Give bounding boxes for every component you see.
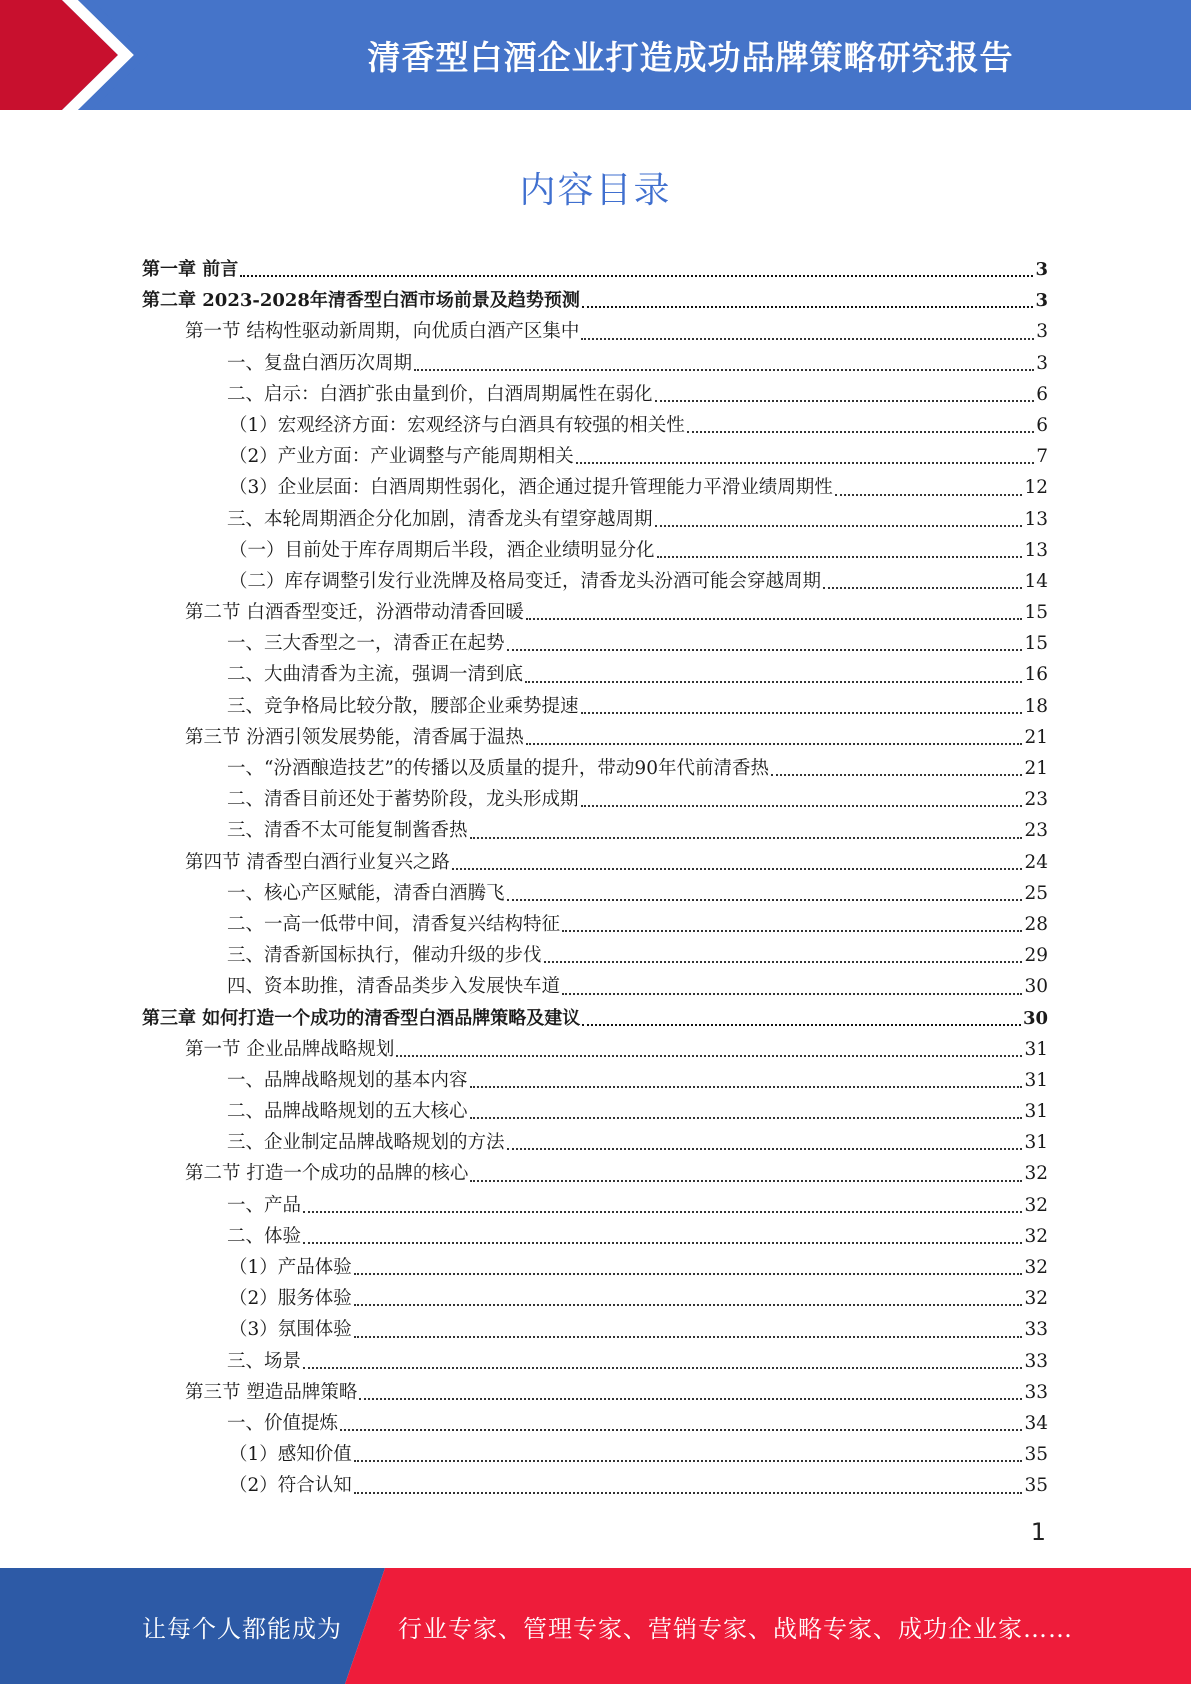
- toc-entry-page-number: 3: [1036, 321, 1048, 343]
- toc-entry-page-number: 33: [1024, 1319, 1048, 1341]
- toc-dot-leader: [303, 1242, 1022, 1244]
- toc-entry-title: 第一节 结构性驱动新周期，向优质白酒产区集中: [185, 321, 580, 343]
- toc-entry-title: 三、场景: [227, 1350, 302, 1372]
- toc-entry[interactable]: [142, 379, 1048, 410]
- toc-entry-page-number: 32: [1024, 1257, 1048, 1278]
- toc-entry-page-number: 34: [1024, 1412, 1048, 1434]
- toc-dot-leader: [823, 587, 1022, 589]
- toc-dot-leader: [507, 899, 1023, 901]
- toc-entry[interactable]: [142, 1003, 1048, 1034]
- toc-entry-page-number: 15: [1024, 633, 1048, 655]
- report-header-band: [0, 0, 1191, 110]
- toc-entry-title: 第一章 前言: [142, 259, 239, 280]
- toc-entry[interactable]: [142, 753, 1048, 784]
- footer-slogan-left: 让每个人都能成为: [142, 1614, 342, 1643]
- toc-entry-title: （3）氛围体验: [229, 1319, 352, 1341]
- toc-entry[interactable]: [142, 1252, 1048, 1283]
- toc-dot-leader: [354, 1273, 1023, 1275]
- toc-entry-title: （3）企业层面：白酒周期性弱化，酒企通过提升管理能力平滑业绩周期性: [229, 477, 833, 499]
- toc-entry[interactable]: [142, 878, 1048, 909]
- toc-entry[interactable]: [142, 815, 1048, 846]
- toc-dot-leader: [657, 556, 1023, 558]
- toc-entry-page-number: 33: [1024, 1381, 1048, 1403]
- toc-entry-page-number: 35: [1024, 1444, 1048, 1466]
- toc-entry-page-number: 32: [1024, 1288, 1048, 1310]
- toc-entry-page-number: 31: [1024, 1101, 1048, 1123]
- toc-dot-leader: [771, 774, 1022, 776]
- toc-entry[interactable]: [142, 1221, 1048, 1252]
- toc-dot-leader: [835, 494, 1023, 496]
- toc-dot-leader: [582, 306, 1034, 308]
- toc-entry-title: 二、品牌战略规划的五大核心: [227, 1101, 468, 1123]
- toc-entry-title: （1）感知价值: [229, 1444, 352, 1466]
- toc-entry[interactable]: [142, 909, 1048, 940]
- toc-entry-title: （二）库存调整引发行业洗牌及格局变迁，清香龙头汾酒可能会穿越周期: [229, 570, 822, 592]
- toc-dot-leader: [240, 275, 1033, 277]
- toc-entry-page-number: 21: [1024, 726, 1048, 748]
- toc-entry-title: 第三章 如何打造一个成功的清香型白酒品牌策略及建议: [142, 1007, 581, 1029]
- toc-entry-title: 第二节 白酒香型变迁，汾酒带动清香回暖: [185, 602, 524, 624]
- toc-dot-leader: [340, 1429, 1022, 1431]
- toc-dot-leader: [414, 369, 1034, 371]
- toc-entry-page-number: 6: [1036, 414, 1048, 436]
- toc-entry-page-number: 23: [1024, 820, 1048, 842]
- toc-dot-leader: [354, 1336, 1023, 1338]
- footer-slogan-right: 行业专家、管理专家、营销专家、战略专家、成功企业家……: [398, 1614, 1073, 1643]
- toc-entry-title: （一）目前处于库存周期后半段，酒企业绩明显分化: [229, 539, 655, 561]
- toc-dot-leader: [354, 1492, 1023, 1494]
- toc-entry[interactable]: [142, 1346, 1048, 1377]
- toc-entry[interactable]: [142, 441, 1048, 472]
- toc-entry[interactable]: [142, 1065, 1048, 1096]
- toc-entry-title: 第二章 2023-2028年清香型白酒市场前景及趋势预测: [142, 290, 580, 312]
- toc-entry[interactable]: [142, 1190, 1048, 1221]
- toc-entry-page-number: 12: [1024, 477, 1048, 499]
- toc-heading: 内容目录: [519, 170, 672, 211]
- toc-entry-page-number: 24: [1024, 851, 1048, 873]
- table-of-contents: [142, 254, 1048, 1502]
- toc-dot-leader: [470, 1180, 1022, 1182]
- toc-entry-title: 第一节 企业品牌战略规划: [185, 1038, 395, 1060]
- toc-entry-title: 一、三大香型之一，清香正在起势: [227, 633, 505, 655]
- toc-entry[interactable]: [142, 316, 1048, 347]
- toc-entry-title: 三、清香新国标执行，催动升级的步伐: [227, 945, 542, 967]
- toc-entry-page-number: 31: [1024, 1069, 1048, 1091]
- toc-entry[interactable]: [142, 504, 1048, 535]
- toc-entry-page-number: 28: [1024, 913, 1048, 935]
- toc-entry-page-number: 33: [1024, 1350, 1048, 1372]
- toc-entry[interactable]: [142, 1439, 1048, 1470]
- toc-entry-page-number: 23: [1024, 789, 1048, 811]
- toc-entry-title: 三、清香不太可能复制酱香热: [227, 820, 468, 842]
- toc-dot-leader: [655, 400, 1035, 402]
- toc-entry-page-number: 14: [1024, 570, 1048, 592]
- toc-entry-title: 四、资本助推，清香品类步入发展快车道: [227, 976, 561, 998]
- toc-entry-title: 第二节 打造一个成功的品牌的核心: [185, 1163, 469, 1185]
- toc-entry-title: 第四节 清香型白酒行业复兴之路: [185, 851, 450, 873]
- toc-entry[interactable]: [142, 1127, 1048, 1158]
- toc-entry-page-number: 3: [1035, 259, 1048, 280]
- toc-dot-leader: [581, 338, 1034, 340]
- toc-dot-leader: [581, 805, 1023, 807]
- toc-dot-leader: [544, 961, 1023, 963]
- toc-entry[interactable]: [142, 847, 1048, 878]
- toc-entry-title: （1）宏观经济方面：宏观经济与白酒具有较强的相关性: [229, 414, 685, 436]
- toc-entry-page-number: 15: [1024, 602, 1048, 624]
- toc-entry[interactable]: [142, 1034, 1048, 1065]
- toc-entry-title: 一、“汾酒酿造技艺”的传播以及质量的提升，带动90年代前清香热: [227, 758, 769, 779]
- toc-entry[interactable]: [142, 940, 1048, 971]
- toc-entry[interactable]: [142, 1408, 1048, 1439]
- toc-entry[interactable]: [142, 691, 1048, 722]
- toc-dot-leader: [507, 1148, 1023, 1150]
- toc-entry-title: 三、企业制定品牌战略规划的方法: [227, 1132, 505, 1154]
- toc-entry[interactable]: [142, 410, 1048, 441]
- page-number: 1: [1030, 1518, 1046, 1546]
- toc-dot-leader: [507, 649, 1023, 651]
- toc-dot-leader: [359, 1398, 1022, 1400]
- toc-entry[interactable]: [142, 1283, 1048, 1314]
- toc-entry-page-number: 13: [1024, 508, 1048, 530]
- toc-entry-title: 第三节 塑造品牌策略: [185, 1381, 358, 1403]
- toc-entry[interactable]: [142, 784, 1048, 815]
- toc-entry-page-number: 21: [1024, 758, 1048, 779]
- toc-dot-leader: [576, 462, 1034, 464]
- toc-entry-title: （2）服务体验: [229, 1288, 352, 1310]
- header-arrow-decoration: [0, 0, 200, 110]
- toc-entry-page-number: 31: [1024, 1132, 1048, 1154]
- toc-dot-leader: [526, 743, 1023, 745]
- toc-dot-leader: [470, 1117, 1023, 1119]
- toc-entry[interactable]: [142, 659, 1048, 690]
- report-title: 清香型白酒企业打造成功品牌策略研究报告: [367, 37, 1014, 77]
- report-footer-band: [0, 1568, 1191, 1684]
- toc-entry[interactable]: [142, 971, 1048, 1002]
- toc-entry[interactable]: [142, 1377, 1048, 1408]
- toc-entry-page-number: 32: [1024, 1163, 1048, 1185]
- toc-entry-title: 第三节 汾酒引领发展势能，清香属于温热: [185, 726, 524, 748]
- toc-entry-title: 一、价值提炼: [227, 1412, 339, 1434]
- toc-entry-title: 一、核心产区赋能，清香白酒腾飞: [227, 882, 505, 904]
- toc-entry[interactable]: [142, 1314, 1048, 1345]
- toc-entry-page-number: 7: [1036, 446, 1048, 468]
- toc-dot-leader: [562, 930, 1022, 932]
- toc-dot-leader: [562, 993, 1022, 995]
- toc-dot-leader: [581, 712, 1023, 714]
- toc-entry-title: 二、一高一低带中间，清香复兴结构特征: [227, 913, 561, 935]
- toc-entry[interactable]: [142, 597, 1048, 628]
- toc-entry[interactable]: [142, 722, 1048, 753]
- toc-dot-leader: [655, 525, 1023, 527]
- toc-entry[interactable]: [142, 535, 1048, 566]
- toc-entry-page-number: 3: [1036, 352, 1048, 374]
- toc-entry-page-number: 18: [1024, 695, 1048, 717]
- toc-entry-title: 一、复盘白酒历次周期: [227, 352, 413, 374]
- toc-entry-title: 一、品牌战略规划的基本内容: [227, 1069, 468, 1091]
- toc-entry-title: 三、竞争格局比较分散，腰部企业乘势提速: [227, 695, 579, 717]
- toc-dot-leader: [470, 837, 1023, 839]
- toc-entry-title: （1）产品体验: [229, 1257, 352, 1278]
- toc-entry-title: 三、本轮周期酒企分化加剧，清香龙头有望穿越周期: [227, 508, 653, 530]
- toc-dot-leader: [470, 1086, 1023, 1088]
- toc-dot-leader: [526, 618, 1023, 620]
- toc-dot-leader: [303, 1367, 1022, 1369]
- toc-entry-title: 二、体验: [227, 1225, 302, 1247]
- toc-entry-page-number: 30: [1024, 976, 1048, 998]
- toc-entry-page-number: 29: [1024, 945, 1048, 967]
- toc-entry-page-number: 25: [1024, 882, 1048, 904]
- toc-dot-leader: [396, 1055, 1022, 1057]
- toc-dot-leader: [303, 1211, 1022, 1213]
- toc-entry-page-number: 31: [1024, 1038, 1048, 1060]
- toc-dot-leader: [354, 1304, 1023, 1306]
- toc-entry-page-number: 35: [1024, 1475, 1048, 1497]
- toc-entry[interactable]: [142, 472, 1048, 503]
- toc-entry-page-number: 6: [1036, 383, 1048, 405]
- toc-dot-leader: [452, 868, 1023, 870]
- toc-entry[interactable]: [142, 348, 1048, 379]
- toc-entry-title: 二、启示：白酒扩张由量到价，白酒周期属性在弱化: [227, 383, 653, 405]
- toc-entry-page-number: 32: [1024, 1194, 1048, 1216]
- toc-entry-title: （2）产业方面：产业调整与产能周期相关: [229, 446, 574, 468]
- toc-entry-title: 二、清香目前还处于蓄势阶段，龙头形成期: [227, 789, 579, 811]
- toc-entry-page-number: 13: [1024, 539, 1048, 561]
- toc-entry[interactable]: [142, 1096, 1048, 1127]
- toc-dot-leader: [354, 1460, 1023, 1462]
- toc-entry[interactable]: [142, 628, 1048, 659]
- toc-dot-leader: [582, 1024, 1021, 1026]
- toc-entry[interactable]: [142, 566, 1048, 597]
- toc-entry[interactable]: [142, 1158, 1048, 1189]
- toc-entry-page-number: 3: [1035, 290, 1048, 312]
- toc-entry-page-number: 30: [1022, 1007, 1048, 1029]
- toc-dot-leader: [687, 431, 1034, 433]
- toc-entry-title: （2）符合认知: [229, 1475, 352, 1497]
- toc-entry[interactable]: [142, 285, 1048, 316]
- toc-entry-title: 二、大曲清香为主流，强调一清到底: [227, 664, 524, 686]
- toc-entry[interactable]: [142, 254, 1048, 285]
- toc-entry-title: 一、产品: [227, 1194, 302, 1216]
- toc-dot-leader: [525, 681, 1022, 683]
- toc-entry[interactable]: [142, 1470, 1048, 1501]
- toc-entry-page-number: 16: [1024, 664, 1048, 686]
- toc-entry-page-number: 32: [1024, 1225, 1048, 1247]
